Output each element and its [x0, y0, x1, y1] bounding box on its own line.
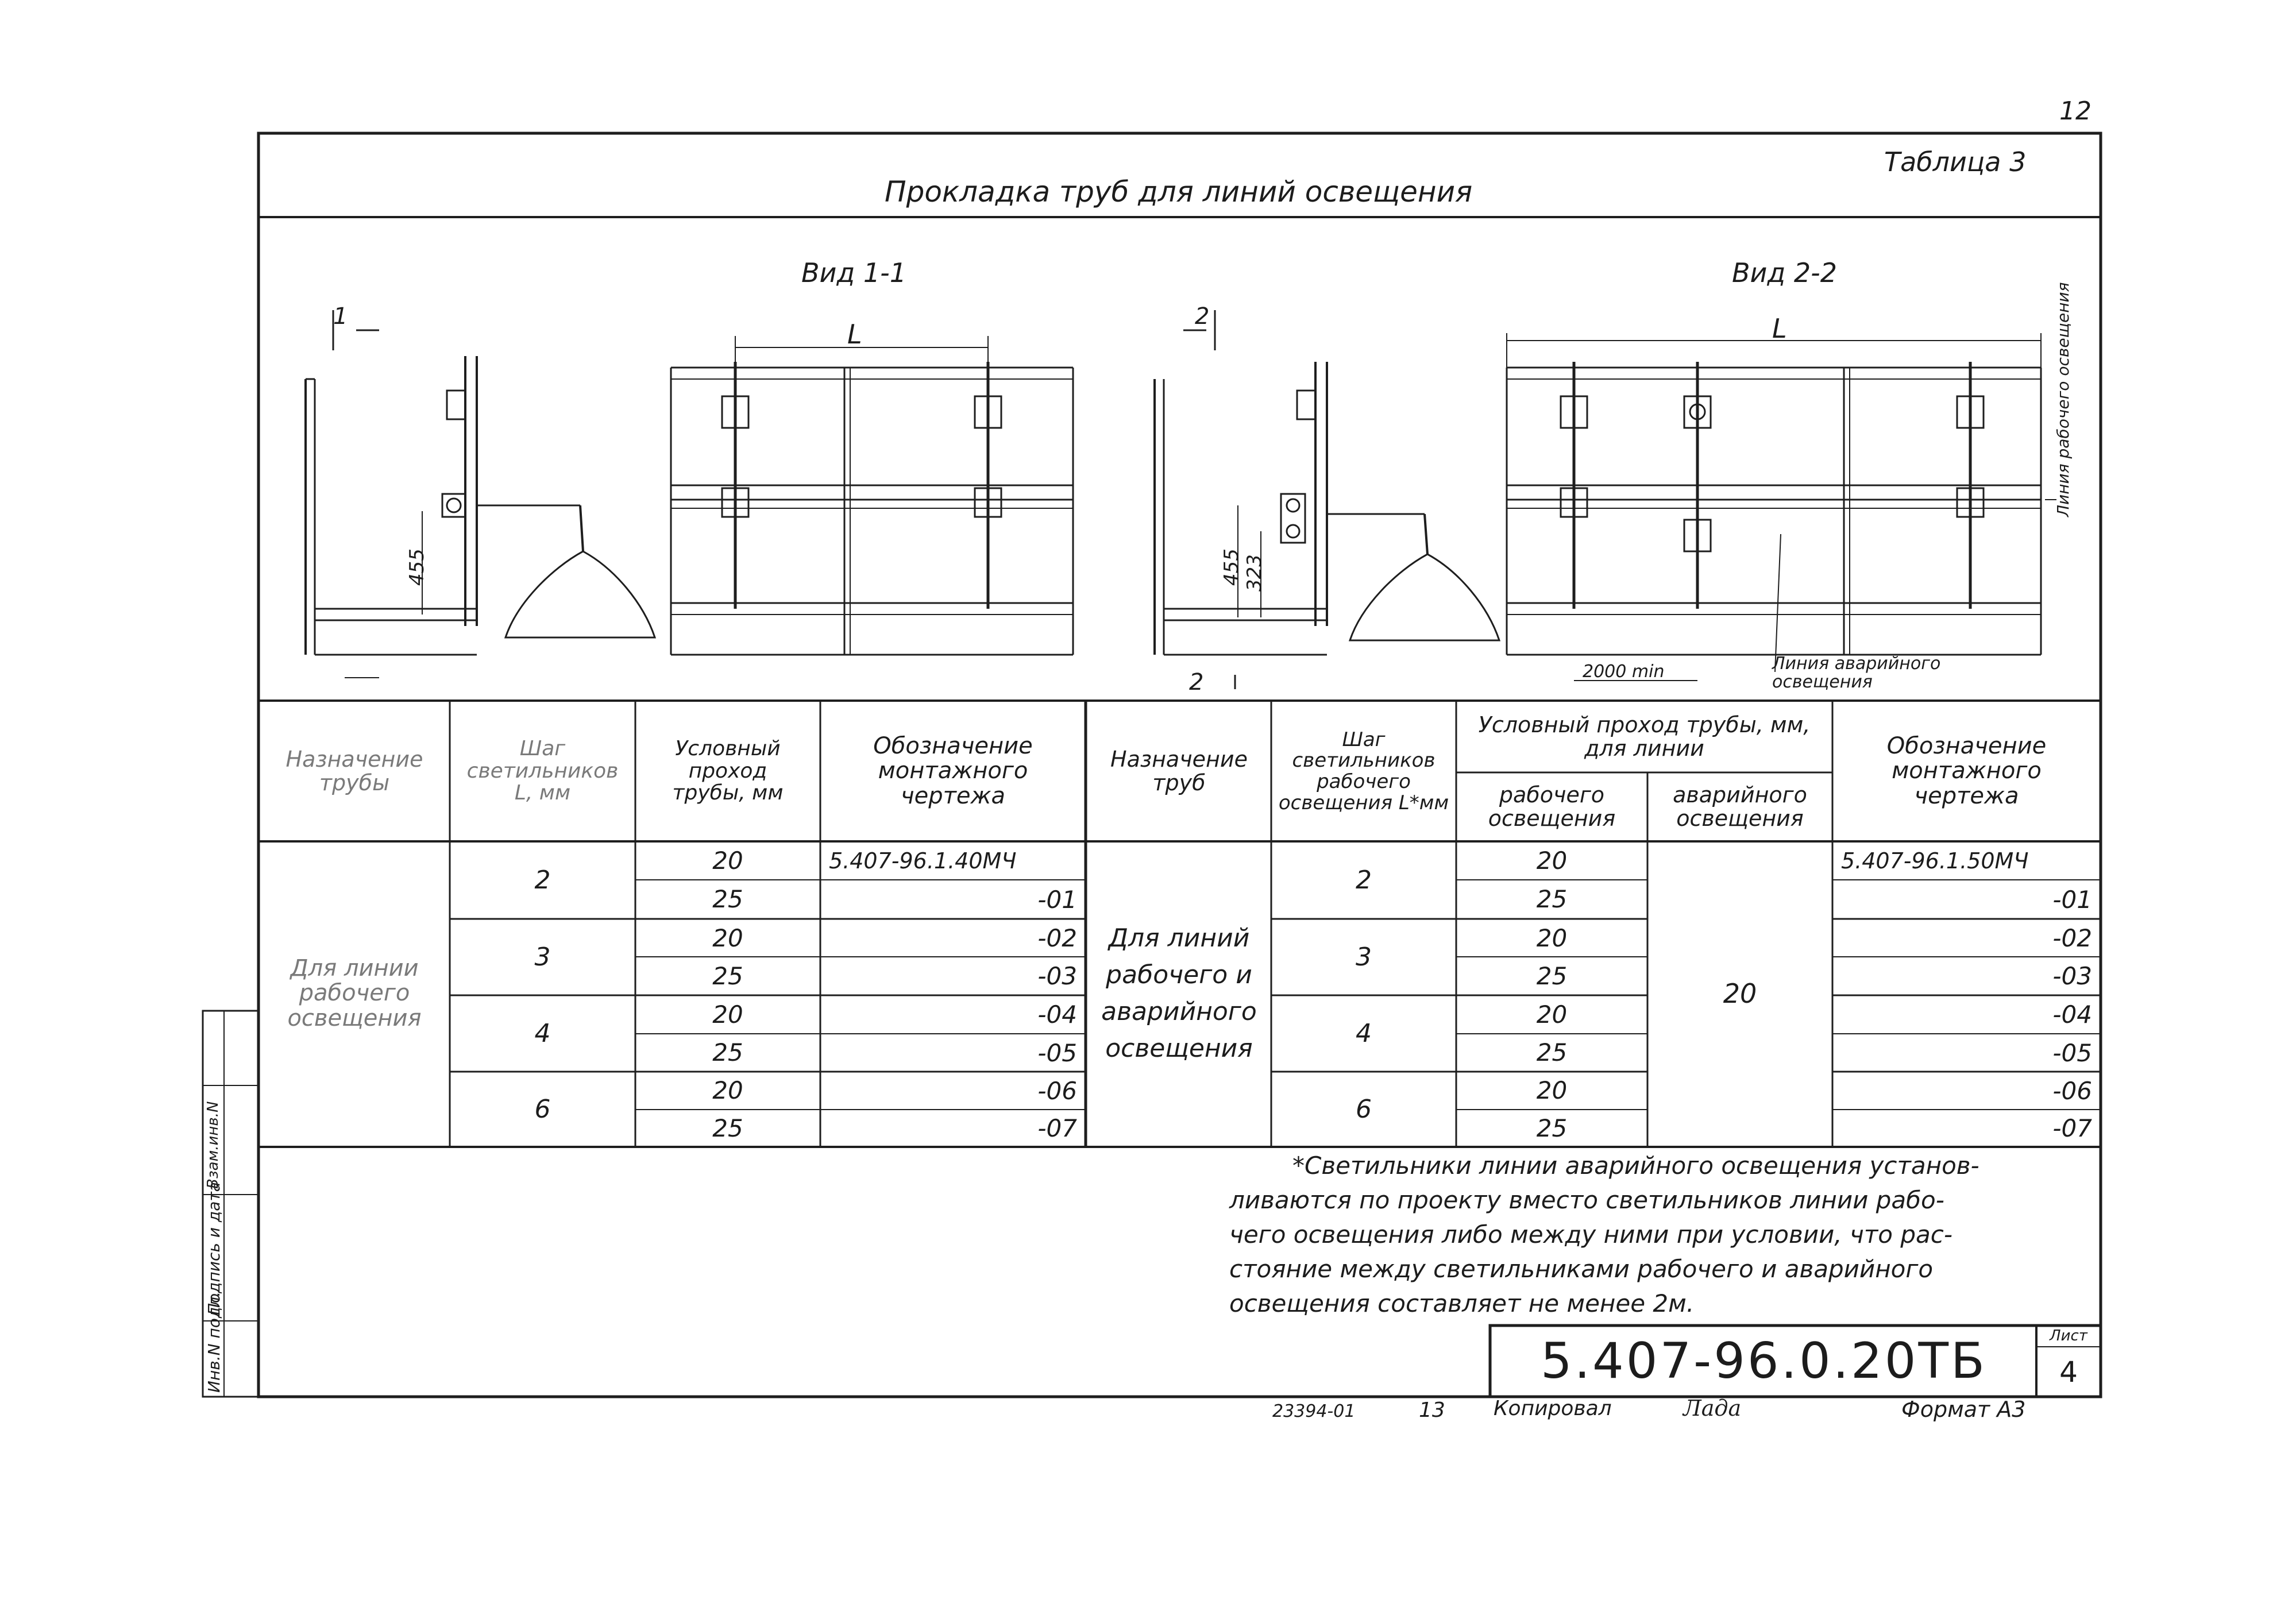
right-purpose: Для линий рабочего и аварийного освещения — [1101, 923, 1257, 1063]
footer-copied: Копировал — [1494, 1397, 1612, 1420]
table-label: Таблица 3 — [1884, 146, 2027, 177]
right-diam-3b: 25 — [1536, 1038, 1568, 1067]
left-purpose: Для линии рабочего освещения — [287, 955, 422, 1031]
footnote-line-3: чего освещения либо между ними при условии, что рас- — [1229, 1220, 1952, 1249]
right-diam-2b: 25 — [1536, 961, 1568, 990]
right-emergency-diam: 20 — [1723, 978, 1757, 1010]
stamp-designation: 5.407-96.0.20ТБ — [1540, 1332, 1988, 1390]
right-drawing-2b: -03 — [2052, 962, 2092, 990]
left-step-2: 3 — [534, 942, 551, 972]
view-2-label: Вид 2-2 — [1732, 257, 1838, 288]
left-diam-4b: 25 — [712, 1114, 743, 1142]
right-drawing-1b: -01 — [2052, 885, 2092, 914]
right-diam-4b: 25 — [1536, 1114, 1568, 1142]
side-stamp-sign: Подпись и дата — [204, 1182, 223, 1315]
left-diam-2b: 25 — [712, 961, 743, 990]
right-diam-1a: 20 — [1536, 847, 1568, 875]
left-step-1: 2 — [534, 865, 551, 895]
side-stamp-replace: Взам.инв.N — [204, 1101, 222, 1189]
footer-signature: Лада — [1683, 1396, 1742, 1421]
right-diam-2a: 20 — [1536, 923, 1568, 952]
right-drawing-1a: 5.407-96.1.50МЧ — [1841, 848, 2029, 874]
right-drawing-4b: -07 — [2052, 1114, 2092, 1142]
left-diam-3a: 20 — [712, 1000, 743, 1029]
left-header-diam: Условный проход трубы, мм — [672, 736, 784, 805]
view-2-dim-span: L — [1772, 313, 1787, 344]
left-diam-4a: 20 — [712, 1076, 743, 1105]
view-2-dim-height-outer: 455 — [1220, 548, 1243, 586]
left-drawing-2a: -02 — [1037, 924, 1077, 952]
left-header-drawing: Обозначение монтажного чертежа — [873, 733, 1033, 809]
footer-num: 13 — [1419, 1398, 1445, 1422]
footnote-line-4: стояние между светильниками рабочего и аварийного — [1229, 1255, 1934, 1283]
left-diam-1b: 25 — [712, 885, 743, 914]
right-drawing-2a: -02 — [2052, 924, 2092, 952]
right-drawing-3a: -04 — [2052, 1000, 2092, 1029]
view-2-label-emergency: Линия аварийного освещения — [1772, 654, 1941, 692]
right-header-purpose: Назначение труб — [1110, 746, 1248, 795]
left-drawing-3b: -05 — [1037, 1038, 1077, 1067]
left-step-4: 6 — [534, 1094, 551, 1124]
left-drawing-4b: -07 — [1037, 1114, 1077, 1142]
view-1-dim-span: L — [847, 319, 862, 350]
section-mark-1: 1 — [333, 303, 348, 330]
view-2-label-work: Линия рабочего освещения — [2054, 282, 2073, 517]
left-diam-1a: 20 — [712, 847, 743, 875]
right-header-drawing: Обозначение монтажного чертежа — [1886, 733, 2047, 809]
view-2-dim-height-inner: 323 — [1243, 554, 1266, 592]
section-mark-2-bottom: 2 — [1189, 669, 1204, 695]
left-diam-2a: 20 — [712, 923, 743, 952]
right-header-step: Шаг светильников рабочего освещения L*мм — [1278, 728, 1449, 814]
footnote-line-5: освещения составляет не менее 2м. — [1229, 1289, 1695, 1317]
left-drawing-1b: -01 — [1037, 885, 1077, 914]
footnote-line-2: ливаются по проекту вместо светильников линии рабо- — [1229, 1186, 1944, 1214]
left-header-step: Шаг светильников L, мм — [466, 736, 619, 805]
left-drawing-3a: -04 — [1037, 1000, 1077, 1029]
right-step-4: 6 — [1356, 1094, 1372, 1124]
right-diam-4a: 20 — [1536, 1076, 1568, 1105]
right-diam-1b: 25 — [1536, 885, 1568, 914]
footer-order: 23394-01 — [1272, 1401, 1356, 1421]
left-drawing-4a: -06 — [1037, 1076, 1077, 1105]
right-step-3: 4 — [1356, 1018, 1372, 1048]
right-drawing-3b: -05 — [2052, 1038, 2092, 1067]
right-header-diam-emergency: аварийного освещения — [1673, 782, 1807, 831]
stamp-sheet-number: 4 — [2059, 1355, 2078, 1389]
right-header-diam-group: Условный проход трубы, мм, для линии — [1478, 712, 1811, 761]
footer-format: Формат А3 — [1901, 1397, 2026, 1422]
left-drawing-2b: -03 — [1037, 962, 1077, 990]
side-stamp-inv: Инв.N подл. — [204, 1291, 223, 1393]
left-diam-3b: 25 — [712, 1038, 743, 1067]
page-number: 12 — [2059, 96, 2092, 126]
right-header-diam-work: рабочего освещения — [1488, 782, 1616, 831]
section-mark-2: 2 — [1195, 303, 1210, 330]
right-step-2: 3 — [1356, 942, 1372, 972]
page-title: Прокладка труб для линий освещения — [885, 175, 1473, 208]
stamp-sheet-label: Лист — [2050, 1327, 2087, 1344]
footnote-line-1: *Светильники линии аварийного освещения установ- — [1292, 1151, 1979, 1180]
view-1-label: Вид 1-1 — [801, 257, 907, 288]
view-1-dim-height: 455 — [406, 548, 429, 586]
right-drawing-4a: -06 — [2052, 1076, 2092, 1105]
left-step-3: 4 — [534, 1018, 551, 1048]
view-2-dim-min: 2000 min — [1583, 662, 1665, 682]
right-step-1: 2 — [1356, 865, 1372, 895]
footnote — [1229, 1149, 2091, 1321]
right-diam-3a: 20 — [1536, 1000, 1568, 1029]
left-header-purpose: Назначение трубы — [285, 746, 423, 795]
left-drawing-1a: 5.407-96.1.40МЧ — [829, 848, 1017, 874]
